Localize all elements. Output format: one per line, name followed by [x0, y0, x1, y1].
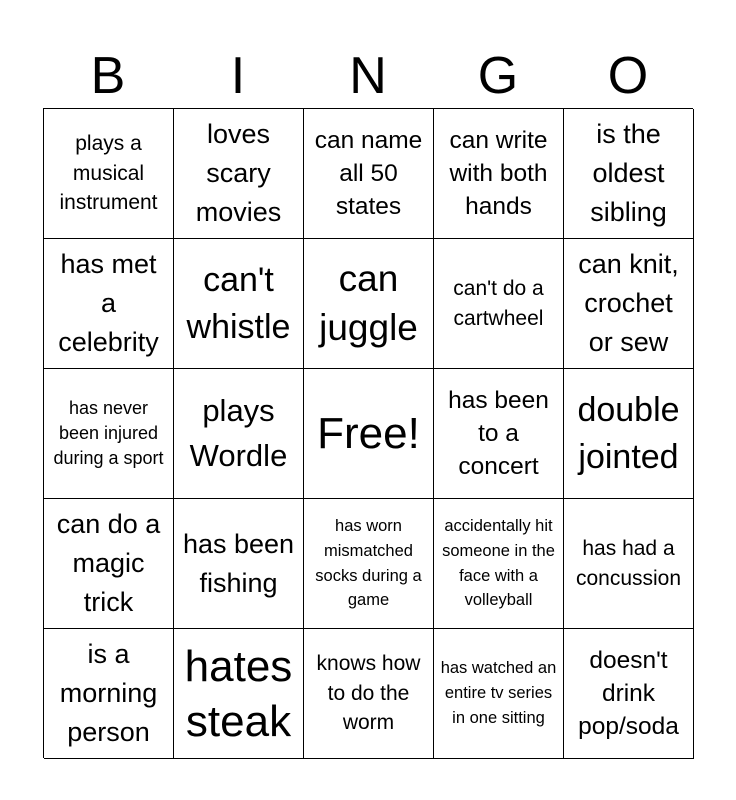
- bingo-cell-text: is a morning person: [59, 639, 158, 747]
- bingo-cell-text: has been fishing: [182, 528, 295, 598]
- bingo-cell[interactable]: [174, 369, 304, 499]
- bingo-cell-text: has never been injured during a sport: [53, 398, 164, 468]
- bingo-cell-text: plays Wordle: [189, 393, 288, 473]
- bingo-cell[interactable]: [44, 369, 174, 499]
- bingo-cell[interactable]: [564, 629, 694, 759]
- bingo-cell[interactable]: [304, 109, 434, 239]
- header-letter-i: I: [230, 47, 246, 105]
- bingo-cell-text: loves scary movies: [195, 119, 282, 227]
- bingo-cell[interactable]: [434, 629, 564, 759]
- header-letter-g: G: [477, 47, 519, 105]
- bingo-cell-text: doesn't drink pop/soda: [578, 646, 679, 741]
- bingo-cell-free[interactable]: [304, 369, 434, 499]
- bingo-cell-text: is the oldest sibling: [590, 119, 667, 227]
- bingo-cell[interactable]: [44, 499, 174, 629]
- bingo-grid: [43, 108, 693, 758]
- bingo-cell-text: can do a magic trick: [56, 509, 161, 617]
- bingo-cell[interactable]: [44, 109, 174, 239]
- bingo-cell[interactable]: [434, 109, 564, 239]
- bingo-cell[interactable]: [44, 629, 174, 759]
- bingo-cell[interactable]: [434, 239, 564, 369]
- bingo-cell-text: plays a musical instrument: [59, 131, 158, 215]
- bingo-cell[interactable]: [564, 109, 694, 239]
- bingo-cell-text: has watched an entire tv series in one sitting: [440, 659, 557, 727]
- header-letter-n: N: [349, 47, 387, 105]
- bingo-cell[interactable]: [434, 369, 564, 499]
- free-space-text: Free!: [317, 409, 420, 458]
- bingo-cell-text: has had a concussion: [575, 536, 682, 590]
- bingo-cell-text: can't whistle: [186, 260, 291, 346]
- bingo-cell-text: has been to a concert: [448, 386, 549, 481]
- bingo-cell[interactable]: [434, 499, 564, 629]
- bingo-cell[interactable]: [174, 629, 304, 759]
- bingo-cell-text: hates steak: [184, 641, 293, 746]
- bingo-cell[interactable]: [174, 499, 304, 629]
- bingo-cell-text: can name all 50 states: [314, 126, 423, 221]
- bingo-cell-text: knows how to do the worm: [316, 651, 421, 735]
- bingo-cell[interactable]: [564, 369, 694, 499]
- header-letter-b: B: [90, 47, 126, 105]
- bingo-cell-text: has met a celebrity: [58, 249, 159, 357]
- bingo-cell[interactable]: [564, 499, 694, 629]
- bingo-cell-text: can't do a cartwheel: [453, 276, 544, 330]
- bingo-cell-text: can knit, crochet or sew: [578, 249, 679, 357]
- bingo-cell-text: can juggle: [319, 257, 418, 348]
- bingo-cell[interactable]: [304, 239, 434, 369]
- bingo-cell[interactable]: [174, 109, 304, 239]
- bingo-cell[interactable]: [304, 499, 434, 629]
- bingo-cell-text: double jointed: [577, 390, 680, 476]
- header-letter-o: O: [607, 47, 649, 105]
- bingo-cell-text: has worn mismatched socks during a game: [315, 517, 422, 610]
- bingo-cell[interactable]: [44, 239, 174, 369]
- bingo-cell-text: accidentally hit someone in the face with a volleyball: [442, 517, 555, 610]
- bingo-cell-text: can write with both hands: [449, 126, 548, 221]
- bingo-header: [43, 44, 693, 108]
- bingo-cell[interactable]: [304, 629, 434, 759]
- bingo-cell[interactable]: [564, 239, 694, 369]
- bingo-cell[interactable]: [174, 239, 304, 369]
